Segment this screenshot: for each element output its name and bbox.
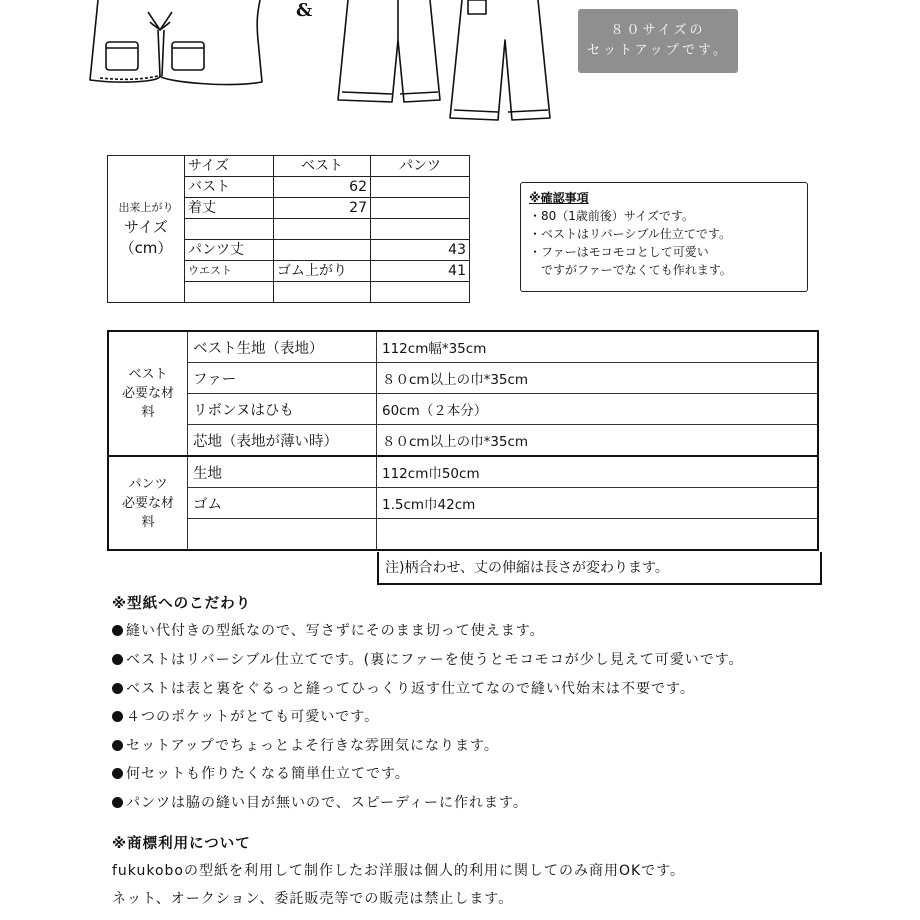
bullet-icon bbox=[112, 768, 123, 779]
confirmation-box bbox=[520, 182, 808, 292]
materials-note: 注)柄合わせ、丈の伸縮は長さが変わります。 bbox=[377, 552, 822, 585]
list-item bbox=[112, 706, 379, 726]
size-item bbox=[185, 219, 274, 240]
vest-materials-label bbox=[108, 331, 188, 456]
table-row bbox=[108, 456, 818, 488]
row-label-line: サイズ bbox=[124, 218, 168, 236]
group-label-line: 必要な材 bbox=[121, 495, 174, 511]
vest-value bbox=[274, 219, 371, 240]
material-amount: 60cm（２本分） bbox=[377, 394, 819, 425]
table-row bbox=[108, 488, 818, 519]
garment-illustration bbox=[0, 0, 920, 135]
table-row bbox=[108, 331, 818, 363]
pants-value: 41 bbox=[371, 261, 470, 282]
bullet-icon bbox=[112, 625, 123, 636]
bullet-text: セットアップでちょっとよそ行きな雰囲気になります。 bbox=[126, 738, 499, 754]
table-row bbox=[108, 425, 818, 457]
materials-table bbox=[107, 330, 819, 551]
material-item: ゴム bbox=[188, 488, 377, 519]
list-item bbox=[112, 735, 499, 755]
material-amount: 112cm幅*35cm bbox=[377, 331, 819, 363]
pattern-heading: ※型紙へのこだわり bbox=[112, 596, 252, 612]
group-label-line: 必要な材 bbox=[121, 386, 174, 401]
material-item: 生地 bbox=[188, 456, 377, 488]
pants-value bbox=[371, 177, 470, 198]
material-amount: ８０cm以上の巾*35cm bbox=[377, 363, 819, 394]
table-row bbox=[108, 519, 818, 551]
list-item bbox=[112, 763, 410, 783]
pants-back-drawing bbox=[450, 0, 550, 120]
material-item: リボンヌはひも bbox=[188, 394, 377, 425]
material-amount: 112cm巾50cm bbox=[377, 456, 819, 488]
row-label-line: （cm） bbox=[119, 239, 173, 257]
trademark-heading: ※商標利用について bbox=[112, 836, 251, 852]
group-label-line: 料 bbox=[141, 514, 155, 530]
bullet-text: 縫い代付きの型紙なので、写さずにそのまま切って使えます。 bbox=[126, 623, 545, 639]
size-item: パンツ丈 bbox=[185, 240, 274, 261]
bullet-text: ベストはリバーシブル仕立てです。(裏にファーを使うとモコモコが少し見えて可愛いです。 bbox=[126, 652, 744, 668]
pants-value: 43 bbox=[371, 240, 470, 261]
vest-value bbox=[274, 240, 371, 261]
material-amount: 1.5cm巾42cm bbox=[377, 488, 819, 519]
confirmation-line: ・ベストはリバーシブル仕立てです。 bbox=[529, 227, 731, 241]
ampersand: & bbox=[296, 0, 313, 21]
size-badge bbox=[578, 9, 738, 73]
group-label-line: パンツ bbox=[128, 476, 168, 492]
bullet-icon bbox=[112, 683, 123, 694]
bullet-icon bbox=[112, 654, 123, 665]
header-pants: パンツ bbox=[371, 156, 470, 177]
confirmation-line: ・80（1歳前後）サイズです。 bbox=[529, 209, 694, 223]
pants-value bbox=[371, 282, 470, 303]
list-item bbox=[112, 620, 545, 640]
group-label-line: 料 bbox=[141, 405, 155, 420]
material-item: 芯地（表地が薄い時） bbox=[188, 425, 377, 457]
size-item: ウエスト bbox=[185, 261, 274, 282]
bullet-icon bbox=[112, 797, 123, 808]
vest-value bbox=[274, 282, 371, 303]
trademark-line: fukukoboの型紙を利用して制作したお洋服は個人的利用に関してのみ商用OKです。 bbox=[112, 863, 686, 879]
pants-materials-label bbox=[108, 456, 188, 550]
trademark-line: ネット、オークション、委託販売等での販売は禁止します。 bbox=[112, 891, 514, 907]
pants-value bbox=[371, 198, 470, 219]
finished-size-label bbox=[108, 156, 185, 303]
bullet-text: ４つのポケットがとても可愛いです。 bbox=[126, 709, 380, 725]
finished-size-table bbox=[107, 155, 470, 303]
confirmation-title: ※確認事項 bbox=[529, 191, 589, 205]
vest-value: 27 bbox=[274, 198, 371, 219]
table-row bbox=[108, 394, 818, 425]
size-item: 着丈 bbox=[185, 198, 274, 219]
list-item bbox=[112, 678, 695, 698]
row-label-line: 出来上がり bbox=[118, 201, 174, 214]
confirmation-line: ・ファーはモコモコとして可愛い bbox=[529, 245, 709, 259]
confirmation-line: ですがファーでなくても作れます。 bbox=[529, 263, 732, 277]
group-label-line: ベスト bbox=[128, 367, 168, 382]
material-item: ファー bbox=[188, 363, 377, 394]
header-vest: ベスト bbox=[274, 156, 371, 177]
list-item bbox=[112, 792, 528, 812]
header-size: サイズ bbox=[185, 156, 274, 177]
vest-value: 62 bbox=[274, 177, 371, 198]
bullet-icon bbox=[112, 711, 123, 722]
badge-line-1: ８０サイズの bbox=[610, 23, 706, 38]
size-item: バスト bbox=[185, 177, 274, 198]
material-amount: ８０cm以上の巾*35cm bbox=[377, 425, 819, 457]
material-item: ベスト生地（表地） bbox=[188, 331, 377, 363]
table-row bbox=[108, 156, 470, 177]
material-amount bbox=[377, 519, 819, 551]
vest-value: ゴム上がり bbox=[274, 261, 371, 282]
size-item bbox=[185, 282, 274, 303]
bullet-text: パンツは脇の縫い目が無いので、スピーディーに作れます。 bbox=[126, 795, 528, 811]
bullet-text: 何セットも作りたくなる簡単仕立てです。 bbox=[126, 766, 410, 782]
pants-front-drawing bbox=[338, 0, 440, 102]
badge-line-2: セットアップです。 bbox=[586, 43, 730, 58]
table-row bbox=[108, 363, 818, 394]
list-item bbox=[112, 649, 744, 669]
bullet-icon bbox=[112, 740, 123, 751]
pants-value bbox=[371, 219, 470, 240]
bullet-text: ベストは表と裏をぐるっと縫ってひっくり返す仕立てなので縫い代始末は不要です。 bbox=[126, 681, 695, 697]
material-item bbox=[188, 519, 377, 551]
